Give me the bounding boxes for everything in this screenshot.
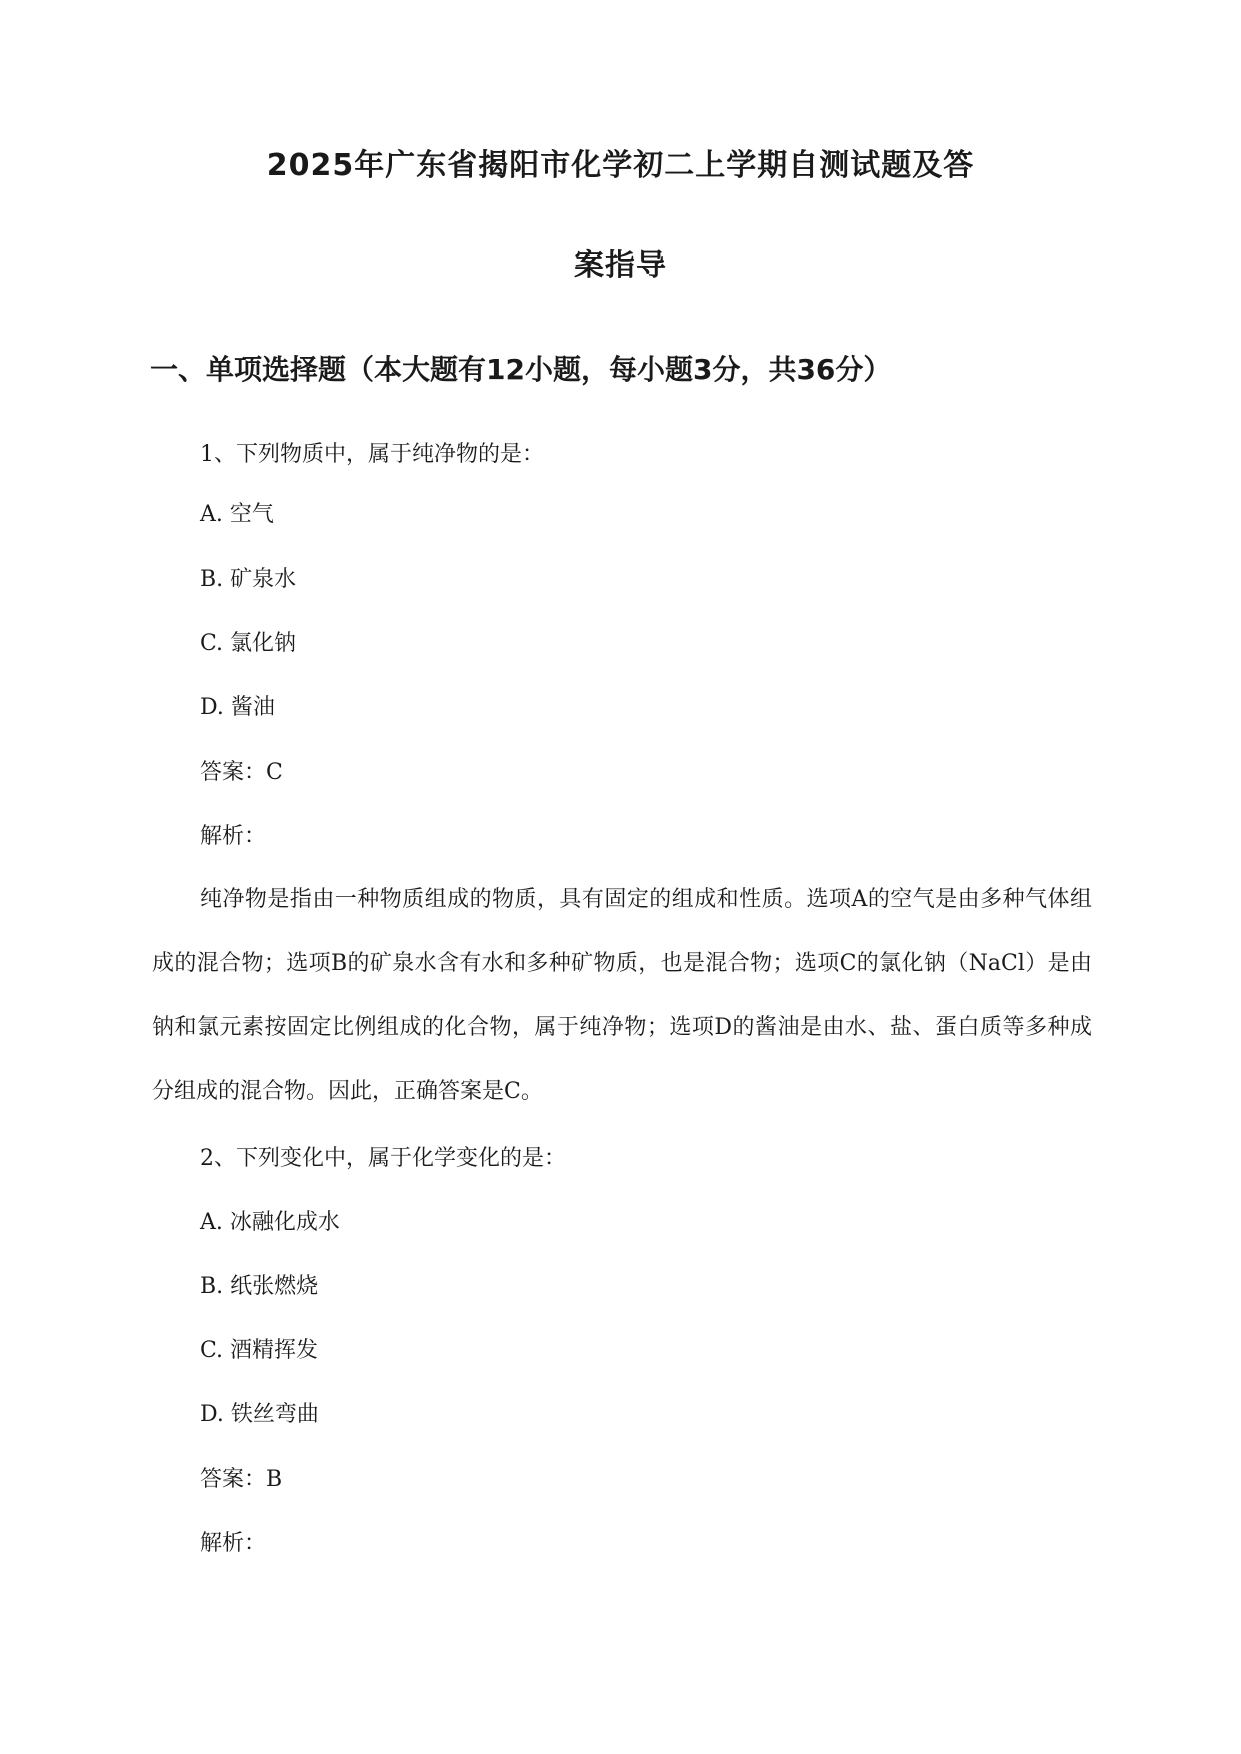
question-1-option-d: D. 酱油 (200, 695, 275, 720)
question-2-option-a: A. 冰融化成水 (200, 1210, 340, 1235)
question-1-analysis-label: 解析： (200, 824, 267, 849)
question-2-option-c: C. 酒精挥发 (200, 1338, 319, 1363)
question-1-stem: 1、下列物质中，属于纯净物的是： (200, 442, 544, 467)
document-title-line1: 2025年广东省揭阳市化学初二上学期自测试题及答 (266, 148, 975, 183)
question-2-stem: 2、下列变化中，属于化学变化的是： (200, 1146, 566, 1171)
section-heading-single-choice: 一、单项选择题（本大题有12小题，每小题3分，共36分） (150, 353, 892, 386)
question-1-option-c: C. 氯化钠 (200, 631, 297, 656)
question-1-option-a: A. 空气 (200, 502, 274, 527)
document-title-line2: 案指导 (574, 248, 667, 283)
question-2-option-b: B. 纸张燃烧 (200, 1274, 319, 1299)
question-2-analysis-label: 解析： (200, 1531, 267, 1556)
question-1-answer: 答案：C (200, 760, 283, 785)
question-1-analysis-text: 纯净物是指由一种物质组成的物质，具有固定的组成和性质。选项A的空气是由多种气体组成的混合物；选项B的矿泉水含有水和多种矿物质，也是混合物；选项C的氯化钠（NaCl）是由钠和氯元素按固定比例组成的化合物，属于纯净物；选项D的酱油是由水、盐、蛋白质等多种成分组成的混合物。因此，正确答案是C。 (152, 887, 1093, 1104)
question-2-answer: 答案：B (200, 1467, 283, 1492)
question-1-option-b: B. 矿泉水 (200, 567, 297, 592)
question-2-option-d: D. 铁丝弯曲 (200, 1402, 319, 1427)
